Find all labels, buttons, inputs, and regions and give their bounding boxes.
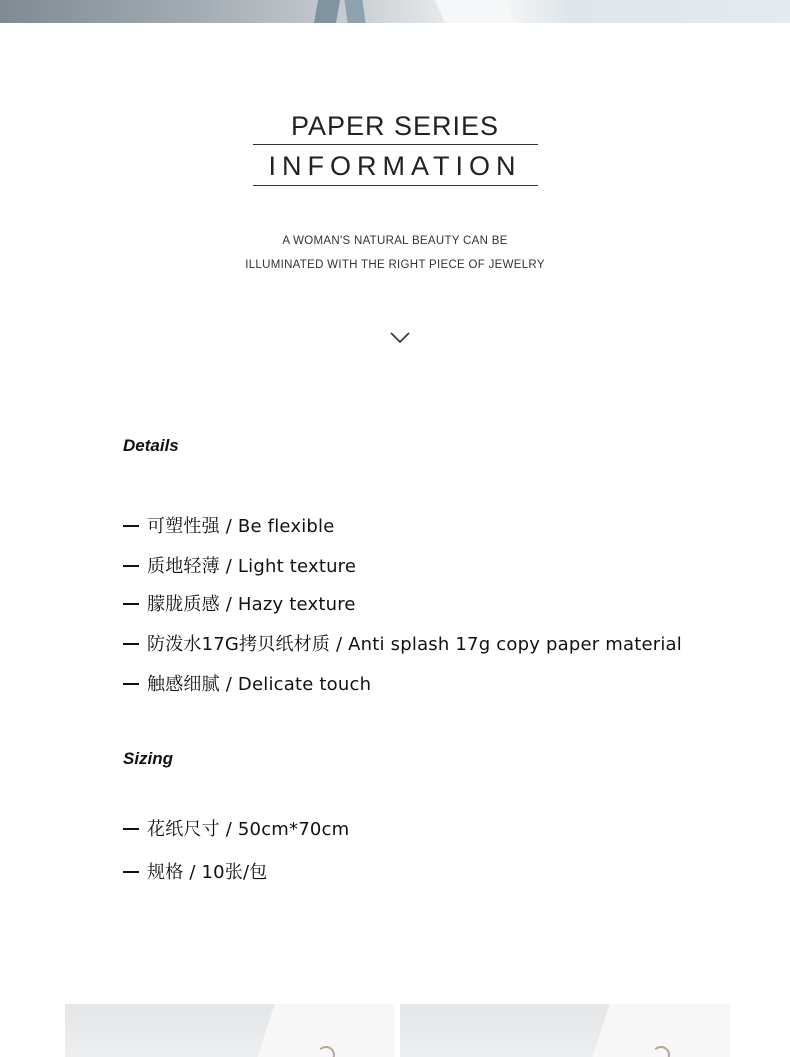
title-information: INFORMATION [253,147,538,186]
chevron-down-icon [389,330,411,344]
detail-item: 防泼水17G拷贝纸材质 / Anti splash 17g copy paper material [123,630,682,656]
sizing-item: 规格 / 10张/包 [123,858,267,884]
dash-icon [123,871,139,873]
dash-icon [123,683,139,685]
detail-item: 朦胧质感 / Hazy texture [123,590,356,616]
ring-clip [652,1046,670,1057]
product-photo-left [65,1004,395,1057]
dash-icon [123,525,139,527]
tagline-line-2: ILLUMINATED WITH THE RIGHT PIECE OF JEWELRY [245,259,545,271]
tagline [0,229,790,277]
sizing-heading: Sizing [123,749,174,768]
sizing-item: 花纸尺寸 / 50cm*70cm [123,815,349,841]
detail-item: 可塑性强 / Be flexible [123,512,335,538]
detail-item: 质地轻薄 / Light texture [123,552,356,578]
tagline-line-1: A WOMAN'S NATURAL BEAUTY CAN BE [282,235,508,247]
product-photo-right [400,1004,730,1057]
dash-icon [123,603,139,605]
detail-item: 触感细腻 / Delicate touch [123,670,371,696]
dash-icon [123,565,139,567]
dash-icon [123,828,139,830]
series-title [0,108,790,186]
ring-clip [317,1046,335,1057]
dash-icon [123,643,139,645]
title-paper-series: PAPER SERIES [253,108,538,145]
ribbon-strap [314,0,340,23]
details-heading: Details [123,436,179,455]
ribbon-strap [344,0,365,23]
paper-sheet [435,0,516,23]
top-product-photo [0,0,790,23]
